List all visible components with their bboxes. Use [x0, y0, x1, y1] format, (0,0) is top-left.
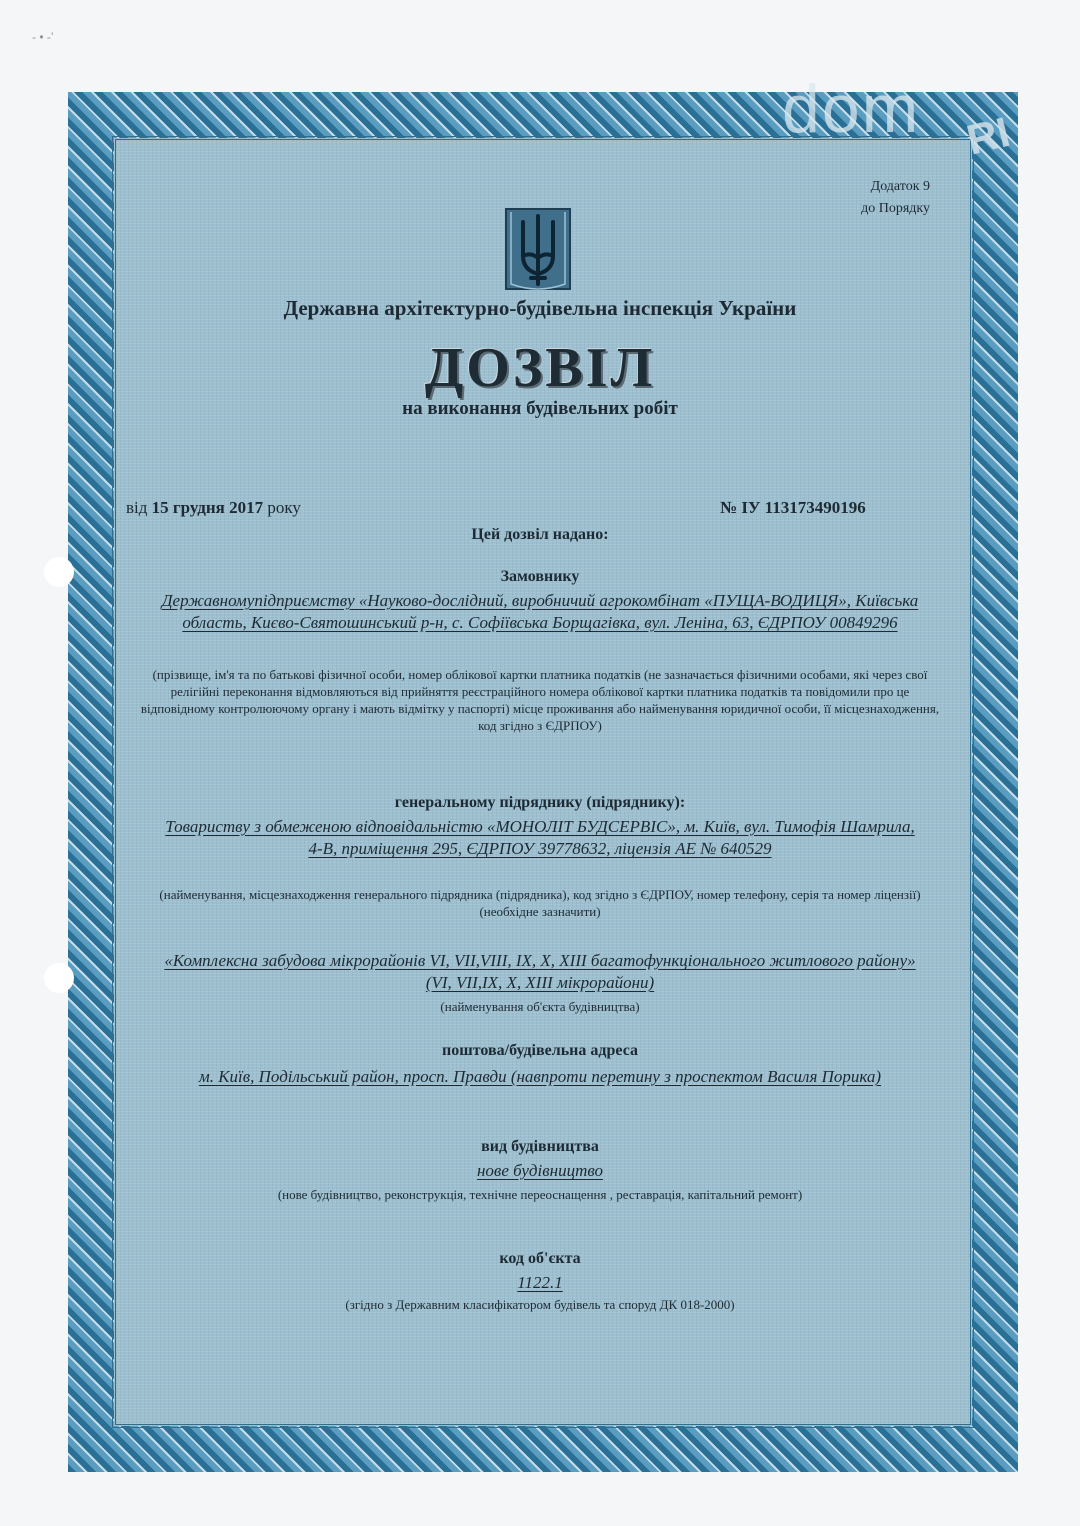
site-watermark: [740, 60, 1060, 170]
object-value: «Комплексна забудова мікрорайонів VI, VII,VIII, IX, X, XIII багатофункціонального житлового району» (VI, VII,IX, X, XIII мікрорайони): [164, 951, 916, 992]
date-prefix: від: [126, 498, 148, 517]
document-title: ДОЗВІЛ: [424, 337, 656, 399]
annex-line: до Порядку: [861, 201, 930, 216]
annex-note: [790, 176, 930, 220]
watermark-text: dom: [782, 71, 921, 147]
date-value: 15 грудня 2017: [151, 498, 264, 517]
contractor-value: Товариству з обмеженою відповідальністю «МОНОЛІТ БУДСЕРВІС», м. Київ, вул. Тимофія Шамрила, 4-В, приміщення 295, ЄДРПОУ 39778632, ліцензія АЕ № 640529: [165, 817, 915, 858]
granted-heading: Цей дозвіл надано:: [471, 526, 609, 543]
date-suffix: року: [267, 498, 301, 517]
customer-heading: Замовнику: [500, 568, 580, 585]
document-subtitle: на виконання будівельних робіт: [402, 398, 678, 419]
customer-note: (прізвище, ім'я та по батькові фізичної особи, номер облікової картки платника податків (не зазначається фізичними особами, які через свої релігійні переконання відмовляються від прийняття реєстраційного номера облікової картки платника податків та повідомили про це відповідному контролюючому органу і мають відмітку у паспорті) місце проживання або найменування юридичної особи, її місцезнаходження, код згідно з ЄДРПОУ): [140, 667, 940, 733]
construction-type-note: (нове будівництво, реконструкція, технічне переоснащення , реставрація, капітальний ремонт): [277, 1187, 803, 1202]
construction-type-heading: вид будівництва: [481, 1138, 599, 1155]
object-code-value: 1122.1: [517, 1273, 563, 1292]
customer-value: Державномупідприємству «Науково-дослідний, виробничий агрокомбінат «ПУЩА-ВОДИЦЯ», Київська область, Києво-Святошинський р-н, с. Софіївська Борщагівка, вул. Леніна, 63, ЄДРПОУ 00849296: [161, 591, 919, 632]
contractor-heading: генеральному підряднику (підряднику):: [394, 794, 686, 811]
issue-date: [126, 498, 301, 518]
address-value: м. Київ, Подільський район, просп. Правди (навпроти перетину з проспектом Василя Порика): [198, 1067, 882, 1086]
number-label: №: [720, 498, 738, 517]
object-note: (найменування об'єкта будівництва): [440, 999, 640, 1014]
punch-hole-top: [44, 557, 74, 587]
number-value: ІУ 113173490196: [741, 498, 866, 517]
permit-number: [720, 498, 866, 518]
punch-hole-bottom: [44, 963, 74, 993]
address-heading: поштова/будівельна адреса: [442, 1042, 638, 1059]
scan-corner-mark: - • -’: [32, 30, 54, 44]
contractor-note: (найменування, місцезнаходження генерального підрядника (підрядника), код згідно з ЄДРПОУ, номер телефону, серія та номер ліцензії) (необхідне зазначити): [159, 887, 921, 919]
issuing-authority: Державна архітектурно-будівельна інспекція України: [283, 296, 797, 320]
construction-type-value: нове будівництво: [477, 1161, 603, 1180]
object-code-note: (згідно з Державним класифікатором будівель та споруд ДК 018-2000): [345, 1297, 735, 1312]
annex-line: Додаток 9: [870, 179, 930, 194]
object-code-heading: код об'єкта: [499, 1250, 581, 1267]
trident-emblem-icon: [505, 208, 571, 290]
watermark-badge: RI: [962, 107, 1015, 164]
